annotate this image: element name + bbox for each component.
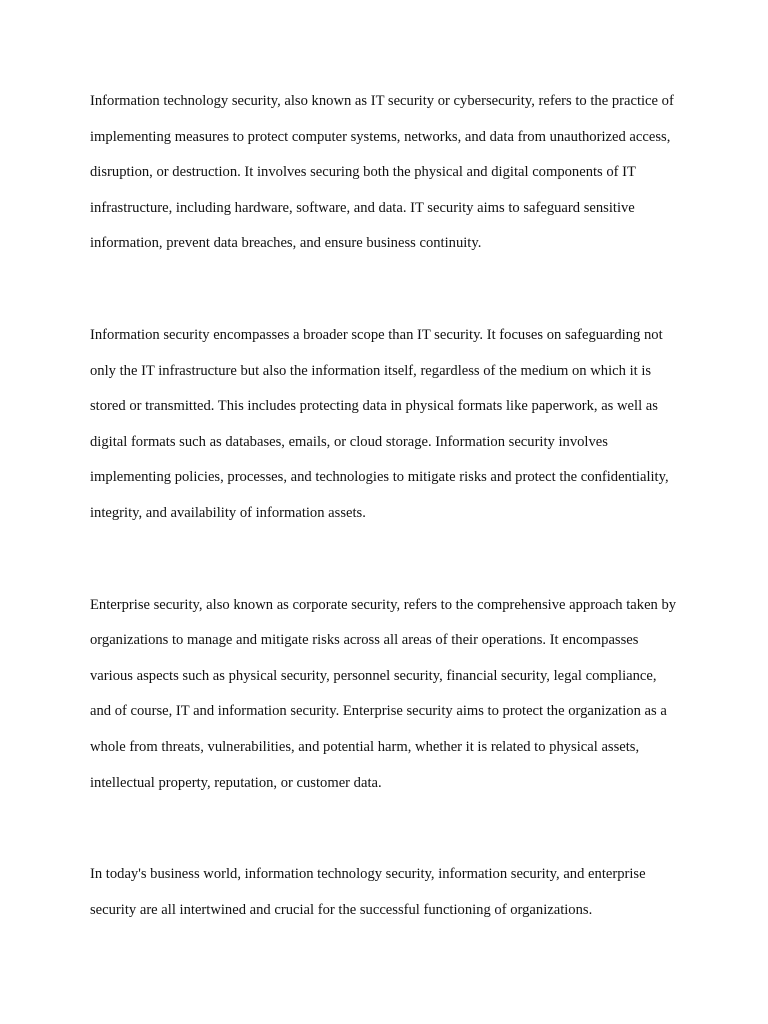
document-body <box>90 84 680 984</box>
paragraph-enterprise-security: Enterprise security, also known as corporate security, refers to the comprehensive approach taken by organizations to manage and mitigate risks across all areas of their operations. It encompasses various aspects such as physical security, personnel security, financial security, legal compliance, and of course, IT and information security. Enterprise security aims to protect the organization as a whole from threats, vulnerabilities, and potential harm, whether it is related to physical assets, intellectual property, reputation, or customer data. <box>90 596 677 791</box>
paragraph-information-security: Information security encompasses a broader scope than IT security. It focuses on safeguarding not only the IT infrastructure but also the information itself, regardless of the medium on which it is stored or transmitted. This includes protecting data in physical formats like paperwork, as well as digital formats such as databases, emails, or cloud storage. Information security involves implementing policies, processes, and technologies to mitigate risks and protect the confidentiality, integrity, and availability of information assets. <box>90 326 669 521</box>
paragraph-it-security: Information technology security, also known as IT security or cybersecurity, refers to the practice of implementing measures to protect computer systems, networks, and data from unauthorized access, disruption, or destruction. It involves securing both the physical and digital components of IT infrastructure, including hardware, software, and data. IT security aims to safeguard sensitive information, prevent data breaches, and ensure business continuity. <box>90 93 674 252</box>
paragraph-conclusion: In today's business world, information technology security, information security, and enterprise security are all intertwined and crucial for the successful functioning of organizations. <box>90 866 646 918</box>
